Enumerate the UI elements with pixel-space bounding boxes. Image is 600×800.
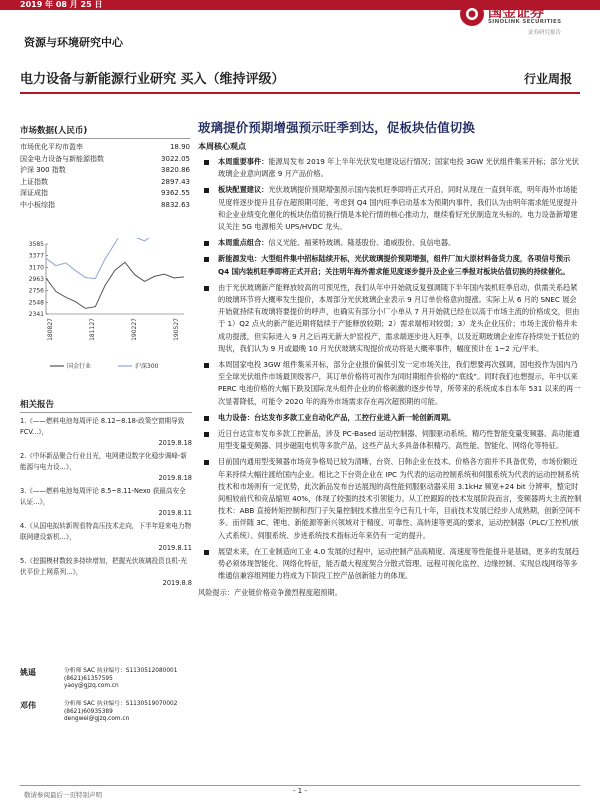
bullet-text: 信义光能、福莱特玻璃、隆基股份、通威股份、良信电器。 [268,238,456,248]
title-row [20,66,580,88]
y-tick-label: 2756 [28,287,44,295]
market-label: 沪深 300 指数 [20,166,66,175]
company-logo [456,0,596,40]
market-row [20,154,190,166]
related-item[interactable] [20,416,192,449]
logo-subtitle: 证券研究报告 [528,30,562,36]
analyst-license: 分析师 SAC 执业编号：S1130519070002 [64,701,178,707]
analyst-name: 姚遥 [20,668,36,677]
bullet-allocation [198,184,582,233]
bullet-label: 本周重点组合： [218,238,269,248]
bullet-label: 板块配置建议： [218,185,269,195]
related-date: 2019.8.11 [158,509,192,517]
related-reports [20,398,192,589]
x-tick-label: 181127 [89,318,96,341]
legend-label: 沪深300 [135,363,159,370]
market-value: 9362.55 [161,189,190,198]
related-item[interactable] [20,451,192,484]
market-row [20,188,190,200]
x-tick-label: 190227 [131,318,138,341]
related-text: 3.《——燃料电池每周评论 8.5~8.11-Nexo 获最高安全认证...》， [20,487,186,506]
analyst-card [20,701,200,734]
analyst-email[interactable]: yaoy@gjzq.com.cn [64,683,119,690]
bullet-text: 能源局发布 2019 年上半年光伏发电建设运行情况；国家电投 3GW 光伏组件集采开标；部分光伏玻璃企业意向调涨 9 月产品价格。 [218,157,579,179]
analyst-phone: (8621)61357595 [64,675,113,682]
header-rule [20,92,580,94]
related-text: 4.《从国电拟转新规看特高压技术走向，下半年迎来电力物联网建设新机...》， [20,522,192,541]
report-type: 行业周报 [523,72,572,86]
y-tick-label: 2963 [28,276,44,283]
bullet-label: 本周重要事件： [218,157,269,166]
market-value: 3820.86 [161,166,190,175]
related-text: 1.《——燃料电池每周评论 8.12~8.18-政策空窗期导致 FCV...》， [20,417,185,436]
related-text: 5.《挖掘模材数较多持续增加，把握光伏玻璃投资良机-光伏平价上网系列...》， [20,557,187,576]
bullet-portfolio [198,237,582,249]
market-value: 18.90 [169,143,190,151]
paragraph-competition: 目前国内通用型变频器市场竞争格局已较为清晰，台资、日韩企业在技术、价格各方面并不具备优势，市场份额近年来持续大幅往渡给国内企业。相比之下台资企业在 IPC 为代表的运动控制系统和伺服系统为代表的运动控制系统技术和市场则有一定优势，此次新品发布台达展现的高性能伺服驱动器采用 3.1kHz 频宽+24 bit 分辨率，整定时间相较前代和竞品缩短 40%，体现了较强的技术引领能力。从工控跟踪的技术发展阶段而言，变频器两大主流控制技术：ABB 直接转矩控制和西门子矢量控制技术推出至今已有几十年，目前技术发展已经步入成熟期，创新空间不多。而伴随 3C、锂电、新能源等新兴领域对于精度、可靠性、高转速等更高的要求，运动控制器（PLC/工控机/嵌入式系统）、伺服系统、步进系统技术指标近年来仍有一定的提升。 [198,456,582,541]
legend-label: 国金行业 [67,363,92,370]
related-date: 2019.8.18 [158,474,192,482]
related-item[interactable] [20,556,192,589]
analyst-name: 邓伟 [20,701,36,710]
market-label: 上证指数 [20,177,48,186]
market-label: 深证成指 [20,189,48,198]
related-date: 2019.8.11 [158,544,192,552]
y-tick-label: 3377 [28,252,44,260]
related-date: 2019.8.18 [158,439,192,447]
related-date: 2019.8.8 [162,579,192,587]
market-label: 国金电力设备与新能源指数 [20,154,104,163]
logo-english: SINOLINK SECURITIES [488,19,562,25]
report-title: 玻璃提价预期增强预示旺季到达，促板块估值切换 [198,120,475,135]
analyst-info [64,701,204,724]
series-line-沪深300 [46,238,184,279]
analyst-email[interactable]: dengwei@gjzq.com.cn [64,716,130,723]
paragraph-delta-products: 近日台达宣布发布多款工控新品，涉及 PC-Based 运动控制器、伺服驱动系统、精巧性智能变量变频器、高功能通用型变量变频器、同步磁阻电机等多款产品，这些产品大多具备体积精巧、高性能、智能化、网络化等特征。 [198,428,582,452]
analyst-license: 分析师 SAC 执业编号：S1130512080001 [64,668,178,674]
y-tick-label: 3585 [28,241,44,248]
core-views-heading: 本周核心观点 [198,142,246,151]
industry-title: 电力设备与新能源行业研究 买入（维持评级） [20,72,285,87]
footer-disclaimer: 敬请参阅最后一页特别声明 [24,791,102,799]
series-line-国金行业 [46,262,184,308]
market-value: 3022.05 [161,154,190,163]
page-number: - 1 - [293,787,307,795]
report-date: 2019 年 08 月 25 日 [20,0,103,9]
market-row [20,177,190,189]
x-tick-label: 180827 [47,318,54,341]
related-text: 2.《中环新品聚合行业目光，电网建设数字化稳步调峰-新能源与电力设...》， [20,452,187,471]
bullet-power-equipment: 电力设备：台达发布多款工业自动化产品，工控行业进入新一轮创新周期。 [198,412,582,424]
y-tick-label: 2341 [28,311,44,318]
market-heading: 市场数据(人民币) [20,124,190,139]
analyst-info [64,668,204,691]
market-value: 8832.63 [161,200,190,209]
market-row [20,142,190,154]
logo-name: 国金证券 [488,5,544,21]
y-tick-label: 3170 [28,264,44,272]
market-label: 市场优化平均市盈率 [20,143,83,151]
main-content [198,118,582,599]
bullet-events [198,156,582,180]
index-chart [20,238,190,378]
paragraph-module-tender: 本周国家电投 3GW 组件集采开标，部分企业报价偏低引发一定市场关注，我们想要再次强调，国电投作为国内乃至全球光伏组件市场最顶级客户，其订单价格将可视作为同时期组件价格的“底线”。同时我们也想提示，年中以来 PERC 电池价格的大幅下跌及国际龙头组件企业的价格刺激的逐步传导，所带来的系统成本自本年 531 以来的再一次显著降低，可能令 2020 年的海外市场需求存在再次超预期的可能。 [198,359,582,408]
risk-warning: 风险提示：产业链价格竞争激烈程度超预期。 [198,587,342,597]
market-row [20,200,190,212]
analysts [20,668,200,734]
bullet-new-energy: 新能源发电：大型组件集中招标陆续开标，光伏玻璃提价预期增强，组件厂加大原材料备货力度，各项信号预示 Q4 国内装机旺季即将正式开启；关注明年海外需求能见度逐步提升及企业三季报对板块估值切换的持续催化。 [198,253,582,277]
index-chart-svg [20,238,190,378]
market-row [20,165,190,177]
logo-emblem-icon [458,0,486,28]
analyst-card [20,668,200,701]
footer-rule [20,785,580,786]
related-item[interactable] [20,486,192,519]
y-tick-label: 2548 [28,299,44,307]
bullet-text: 光伏玻璃提价预期增强预示国内装机旺季即将正式开启，同时从现在一直到年底，明年海外市场能见度将逐步提升且存在超预期可能，考虑到 Q4 国内旺季启动基本为预期内事件，我们认为由明年需求能见度提升和企业业绩变化催化的板块估值切换行情是本轮行情的核心推动力，继续看好光伏制造龙头标的。电力设备新增建议关注 5G 电源相关 UPS/HVDC 龙头。 [218,185,578,232]
market-data [20,124,190,212]
paragraph-outlook: 展望未来，在工业制造向工业 4.0 发展的过程中，运动控制产品高精度、高速度等性能提升是基础，更多的发展趋势必须体现智能化、网络化特征，能否最大程度契合分散式管理、远程可视化监控、边缘控制、实现总线网络等多维通信兼容组网能力将成为下阶段工控产品创新能力的体现。 [198,546,582,583]
paragraph-glass-price: 由于光伏玻璃新产能释放较高的可预见性，我们从年中开始就反复强调随下半年国内装机旺季启动，供需关系趋紧的玻璃环节将大概率发生提价，本周部分光伏玻璃企业表示 9 月订单价格意向提涨。实际上从 6 月的 SNEC 展会开始就持续有玻璃将要提价的呼声，也确实有部分小厂小单从 7 月开始就已经在以高于市场主流的价格成交，但由于 1）Q2 点火的新产能近期将陆续于产能释放较期；2）需求端相对较弱；3）龙头企业压价；市场主流价格并未成功提涨，但实际进入 9 月之后再无新大炉窑投产，需求端逐步进入旺季，以及近期玻璃企业库存持续处于低位的现状，我们认为 9 月或最晚 10 月光伏玻璃实现提价成功将是大概率事件，幅度预计在 1~2 元/平米。 [198,282,582,355]
research-center: 资源与环境研究中心 [24,36,123,49]
market-value: 2897.43 [161,177,190,186]
x-tick-label: 190527 [173,318,180,341]
market-label: 中小板综指 [20,200,55,209]
related-heading: 相关报告 [20,398,192,413]
related-item[interactable] [20,521,192,554]
analyst-phone: (8621)60935389 [64,708,113,715]
